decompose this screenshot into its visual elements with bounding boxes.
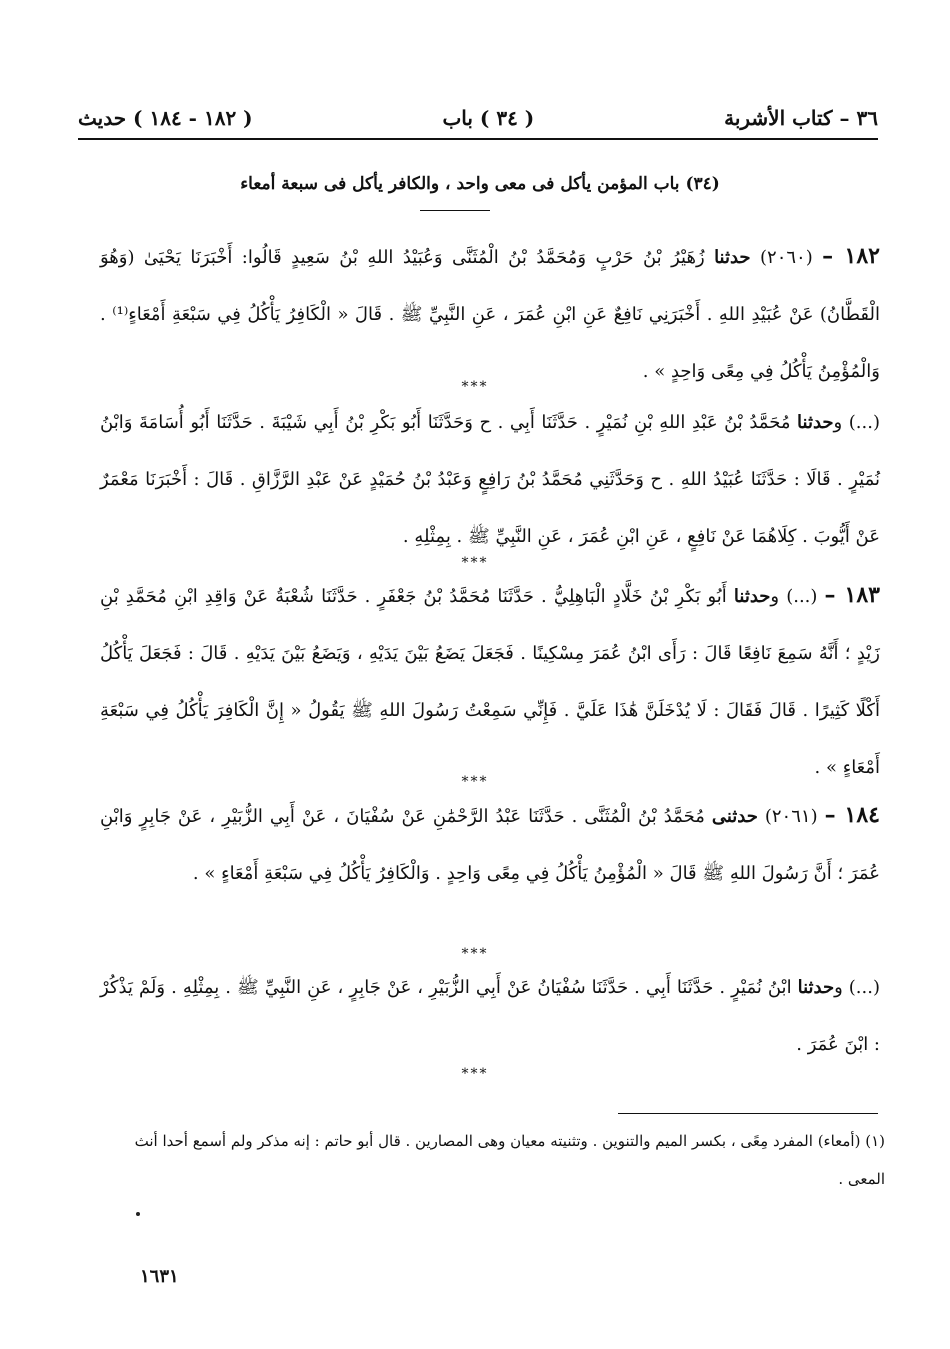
hadith-text: زُهَيْرُ بْنُ حَرْبٍ وَمُحَمَّدُ بْنُ الْمُثَنَّى وَعُبَيْدُ اللهِ بْنُ سَعِيدٍ قَالُوا: أَخْبَرَنَا يَحْيَىٰ (وَهُوَ الْقَطَّانُ) عَنْ عُبَيْدِ اللهِ . أَخْبَرَنِي نَافِعٌ عَنِ ابْنِ عُمَرَ ، عَنِ النَّبِيِّ ﷺ . قَالَ « الْكَافِرُ يَأْكُلُ فِي سَبْعَةِ أَمْعَاءٍ⁽¹⁾ . وَالْمُؤْمِنُ يَأْكُلُ فِي مِعًى وَاحِدٍ » . <box>100 247 880 382</box>
hadith-text: مُحَمَّدُ بْنُ الْمُثَنَّى . حَدَّثَنَا عَبْدُ الرَّحْمَٰنِ عَنْ سُفْيَانَ ، عَنْ أَبِي الزُّبَيْرِ ، عَنْ جَابِرٍ وَابْنِ عُمَرَ ؛ أَنَّ رَسُولَ اللهِ ﷺ قَالَ « الْمُؤْمِنُ يَأْكُلُ فِي مِعًى وَاحِدٍ . وَالْكَافِرُ يَأْكُلُ فِي سَبْعَةِ أَمْعَاءٍ » . <box>100 806 880 884</box>
hadith-text: مُحَمَّدُ بْنُ عَبْدِ اللهِ بْنِ نُمَيْرٍ . حَدَّثَنَا أَبِي . ح وَحَدَّثَنَا أَبُو بَكْرِ بْنُ أَبِي شَيْبَةَ . حَدَّثَنَا أَبُو أُسَامَةَ وَابْنُ نُمَيْرٍ . قَالَا : حَدَّثَنَا عُبَيْدُ اللهِ . ح وَحَدَّثَنِي مُحَمَّدُ بْنُ رَافِعٍ وَعَبْدُ بْنُ حُمَيْدٍ عَنْ عَبْدِ الرَّزَّاقِ . قَالَ : أَخْبَرَنَا مَعْمَرٌ عَنْ أَيُّوبَ . كِلَاهُمَا عَنْ نَافِعٍ ، عَنِ ابْنِ عُمَرَ ، عَنِ النَّبِيِّ ﷺ . بِمِثْلِهِ . <box>100 412 880 547</box>
hadith-number: ١٨٣ – <box>824 582 880 608</box>
hadith-number: ١٨٤ – <box>824 802 880 828</box>
running-header <box>78 100 878 136</box>
footnote: (١) (أمعاء) المفرد مِعًى ، بكسر الميم والتنوين . وتثنيته معيان وهى المصارين . قال أبو حاتم : إنه مذكر ولم أسمع أحدا أنث المعى . <box>134 1132 885 1188</box>
hadith-text: أَبُو بَكْرِ بْنُ خَلَّادٍ الْبَاهِلِيُّ . حَدَّثَنَا مُحَمَّدُ بْنُ جَعْفَرٍ . حَدَّثَنَا شُعْبَةُ عَنْ وَاقِدِ ابْنِ مُحَمَّدِ بْنِ زَيْدٍ ؛ أَنَّهُ سَمِعَ نَافِعًا قَالَ : رَأَى ابْنُ عُمَرَ مِسْكِينًا . فَجَعَلَ يَضَعُ بَيْنَ يَدَيْهِ ، وَيَضَعُ بَيْنَ يَدَيْهِ . قَالَ : فَجَعَلَ يَأْكُلُ أَكْلًا كَثِيرًا . قَالَ فَقَالَ : لَا يُدْخَلَنَّ هَٰذَا عَلَيَّ . فَإِنِّي سَمِعْتُ رَسُولَ اللهِ ﷺ يَقُولُ « إِنَّ الْكَافِرَ يَأْكُلُ فِي سَبْعَةِ أَمْعَاءٍ » . <box>100 586 880 778</box>
hadith-reference: (...) و <box>833 412 880 433</box>
hadith-reference: (...) و <box>834 977 880 998</box>
haddathana-keyword: حدثنا <box>797 977 835 998</box>
footnote-divider <box>618 1113 878 1114</box>
haddathana-keyword: حدثنا <box>714 247 751 268</box>
header-divider <box>78 138 878 140</box>
haddathana-keyword: حدثنا <box>797 412 834 433</box>
hadith-184-chain <box>100 959 880 1073</box>
hadith-182-chain <box>100 394 880 565</box>
section-separator: *** <box>461 1066 489 1082</box>
section-separator: *** <box>461 555 489 571</box>
hadith-183 <box>100 567 880 796</box>
section-separator: *** <box>461 379 489 395</box>
header-hadith-range: ( ١٨٢ - ١٨٤ ) حديث <box>78 106 253 130</box>
section-separator: *** <box>461 774 489 790</box>
print-speck <box>136 1212 140 1216</box>
hadith-reference: (٢٠٦٠) <box>760 247 813 268</box>
chapter-underline <box>420 210 490 211</box>
hadith-reference: (٢٠٦١) <box>764 806 818 827</box>
page-number: ١٦٣١ <box>140 1266 179 1287</box>
hadith-184 <box>100 787 880 902</box>
haddathani-keyword: حدثنى <box>711 806 758 827</box>
hadith-text: ابْنُ نُمَيْرٍ . حَدَّثَنَا أَبِي . حَدَّثَنَا سُفْيَانُ عَنْ أَبِي الزُّبَيْرِ ، عَنْ جَابِرٍ ، عَنِ النَّبِيِّ ﷺ . بِمِثْلِهِ . وَلَمْ يَذْكُرْ : ابْنَ عُمَرَ . <box>100 977 880 1055</box>
section-separator: *** <box>461 946 489 962</box>
header-chapter: ( ٣٤ ) باب <box>442 106 535 130</box>
hadith-182 <box>100 228 880 400</box>
chapter-title: (٣٤) باب المؤمن يأكل فى معى واحد ، والكافر يأكل فى سبعة أمعاء <box>240 174 720 194</box>
hadith-reference: (...) و <box>770 586 818 607</box>
hadith-number: ١٨٢ – <box>822 243 880 269</box>
header-book-title: ٣٦ – كتاب الأشربة <box>724 106 878 130</box>
haddathana-keyword: حدثنا <box>733 586 771 607</box>
